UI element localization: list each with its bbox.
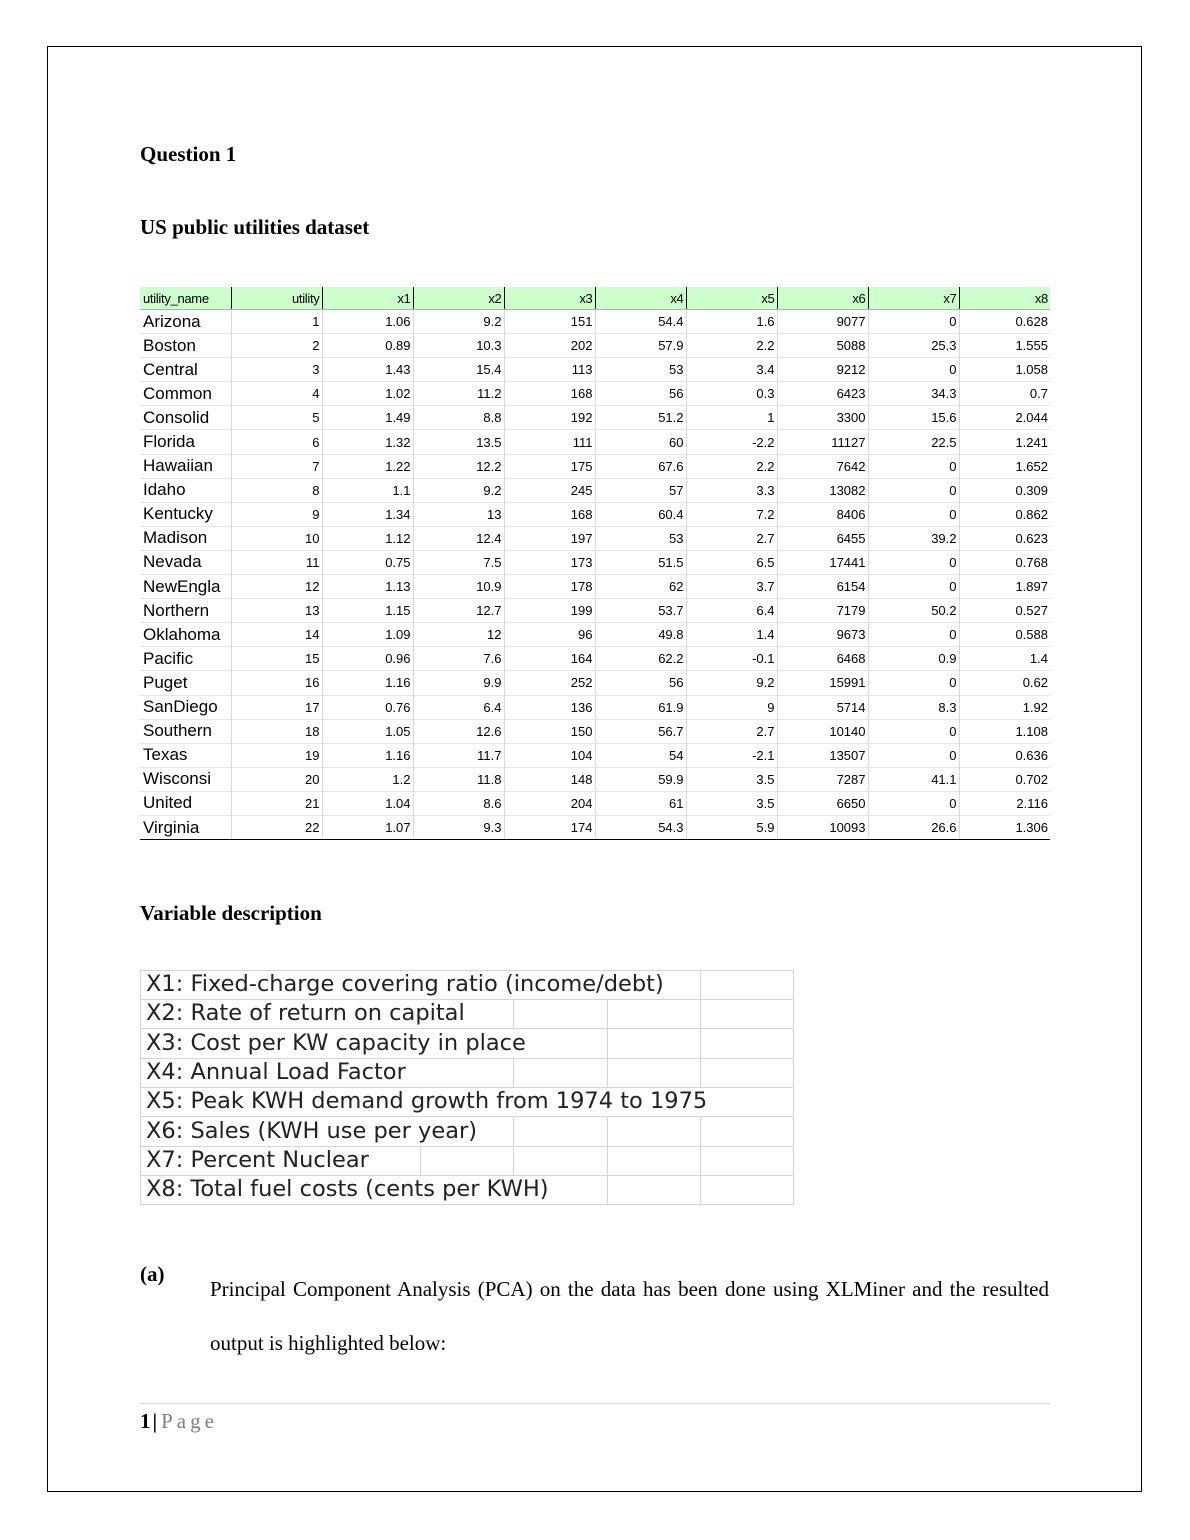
table-cell: 9.2 [413, 478, 504, 502]
table-cell: 197 [504, 526, 595, 550]
table-cell: 5714 [777, 695, 868, 719]
utility-name-cell: Idaho [140, 478, 231, 502]
table-header-row [140, 287, 1050, 310]
table-cell: 22 [231, 815, 322, 839]
table-cell: 1.16 [322, 743, 413, 767]
table-cell: 168 [504, 502, 595, 526]
table-cell: 0 [868, 478, 959, 502]
table-cell: 6.4 [686, 599, 777, 623]
table-cell: 14 [231, 623, 322, 647]
paragraph-label: (a) [140, 1262, 165, 1286]
footer-divider [140, 1403, 1050, 1404]
table-cell: 7.6 [413, 647, 504, 671]
table-cell: 53 [595, 358, 686, 382]
table-cell: 0.3 [686, 382, 777, 406]
table-cell: 9212 [777, 358, 868, 382]
table-cell: -0.1 [686, 647, 777, 671]
table-row [140, 623, 1050, 647]
utility-name-cell: Boston [140, 334, 231, 358]
table-cell: 2.2 [686, 454, 777, 478]
table-cell: 19 [231, 743, 322, 767]
table-cell: 0.862 [959, 502, 1050, 526]
utility-name-cell: Florida [140, 430, 231, 454]
table-cell: 3300 [777, 406, 868, 430]
table-cell: 1.43 [322, 358, 413, 382]
table-cell: 13.5 [413, 430, 504, 454]
table-cell: 9077 [777, 310, 868, 334]
page-footer [140, 1409, 218, 1434]
table-row [140, 526, 1050, 550]
utility-name-cell: Common [140, 382, 231, 406]
table-cell: 1.897 [959, 575, 1050, 599]
table-cell: 57.9 [595, 334, 686, 358]
variables-heading: Variable description [140, 901, 322, 925]
table-cell: 2.7 [686, 719, 777, 743]
table-cell: 10093 [777, 815, 868, 839]
table-cell: 168 [504, 382, 595, 406]
table-cell: 1.058 [959, 358, 1050, 382]
table-cell: 6455 [777, 526, 868, 550]
table-cell: 22.5 [868, 430, 959, 454]
table-cell: 13507 [777, 743, 868, 767]
table-cell: 17 [231, 695, 322, 719]
table-row [140, 767, 1050, 791]
table-cell: 150 [504, 719, 595, 743]
utility-name-cell: Wisconsi [140, 767, 231, 791]
table-row [140, 719, 1050, 743]
table-cell: 5.9 [686, 815, 777, 839]
table-body [140, 310, 1050, 840]
table-cell: 9.2 [413, 310, 504, 334]
table-cell: 20 [231, 767, 322, 791]
table-row [140, 815, 1050, 839]
column-header-x5: x5 [686, 287, 777, 310]
table-cell: 192 [504, 406, 595, 430]
table-cell: 2.2 [686, 334, 777, 358]
table-cell: 61 [595, 791, 686, 815]
table-cell: 67.6 [595, 454, 686, 478]
column-header-x6: x6 [777, 287, 868, 310]
utility-name-cell: Puget [140, 671, 231, 695]
variable-x7: X7: Percent Nuclear [146, 1147, 369, 1173]
table-cell: 7287 [777, 767, 868, 791]
table-row [140, 647, 1050, 671]
table-cell: 245 [504, 478, 595, 502]
table-cell: 16 [231, 671, 322, 695]
table-cell: 0.89 [322, 334, 413, 358]
table-cell: 148 [504, 767, 595, 791]
table-cell: 12 [231, 575, 322, 599]
table-cell: 136 [504, 695, 595, 719]
utility-name-cell: Northern [140, 599, 231, 623]
table-row [140, 478, 1050, 502]
table-cell: 3.7 [686, 575, 777, 599]
table-cell: 1.92 [959, 695, 1050, 719]
table-cell: 15.6 [868, 406, 959, 430]
column-header-x3: x3 [504, 287, 595, 310]
table-cell: 1.34 [322, 502, 413, 526]
table-row [140, 310, 1050, 334]
column-header-x8: x8 [959, 287, 1050, 310]
table-cell: 1.22 [322, 454, 413, 478]
table-cell: 0.768 [959, 550, 1050, 574]
table-cell: 50.2 [868, 599, 959, 623]
table-cell: 0 [868, 575, 959, 599]
table-cell: 61.9 [595, 695, 686, 719]
table-row [140, 430, 1050, 454]
table-cell: 10140 [777, 719, 868, 743]
table-cell: 12.4 [413, 526, 504, 550]
table-cell: 0 [868, 623, 959, 647]
table-cell: 0.636 [959, 743, 1050, 767]
table-cell: 1.04 [322, 791, 413, 815]
column-header-x7: x7 [868, 287, 959, 310]
column-header-utility: utility [231, 287, 322, 310]
table-row [140, 743, 1050, 767]
table-cell: 54.4 [595, 310, 686, 334]
utility-name-cell: Madison [140, 526, 231, 550]
table-cell: 0.527 [959, 599, 1050, 623]
table-cell: 39.2 [868, 526, 959, 550]
table-cell: 2.044 [959, 406, 1050, 430]
table-cell: 0.628 [959, 310, 1050, 334]
table-cell: 6.4 [413, 695, 504, 719]
table-cell: 0 [868, 358, 959, 382]
column-header-x4: x4 [595, 287, 686, 310]
table-cell: 1.32 [322, 430, 413, 454]
table-cell: 6468 [777, 647, 868, 671]
table-cell: 12 [413, 623, 504, 647]
utility-name-cell: Texas [140, 743, 231, 767]
table-cell: 6 [231, 430, 322, 454]
table-cell: 60.4 [595, 502, 686, 526]
table-cell: 7.2 [686, 502, 777, 526]
column-header-x1: x1 [322, 287, 413, 310]
utility-name-cell: SanDiego [140, 695, 231, 719]
table-cell: 10.9 [413, 575, 504, 599]
utility-name-cell: Consolid [140, 406, 231, 430]
table-cell: 0 [868, 671, 959, 695]
table-cell: 26.6 [868, 815, 959, 839]
table-cell: 2 [231, 334, 322, 358]
variable-x6: X6: Sales (KWH use per year) [146, 1117, 478, 1144]
utility-name-cell: NewEngla [140, 575, 231, 599]
table-cell: 1.555 [959, 334, 1050, 358]
table-cell: 0 [868, 791, 959, 815]
table-cell: 178 [504, 575, 595, 599]
table-cell: 34.3 [868, 382, 959, 406]
table-cell: 1 [686, 406, 777, 430]
table-cell: 56 [595, 671, 686, 695]
table-cell: 9673 [777, 623, 868, 647]
utility-name-cell: Oklahoma [140, 623, 231, 647]
utility-name-cell: Hawaiian [140, 454, 231, 478]
table-cell: 57 [595, 478, 686, 502]
table-cell: 56.7 [595, 719, 686, 743]
table-row [140, 334, 1050, 358]
table-cell: 175 [504, 454, 595, 478]
table-cell: 60 [595, 430, 686, 454]
table-cell: 0.309 [959, 478, 1050, 502]
table-cell: 15 [231, 647, 322, 671]
table-cell: 0 [868, 550, 959, 574]
table-cell: 0 [868, 502, 959, 526]
table-cell: 0 [868, 454, 959, 478]
table-cell: 1.4 [959, 647, 1050, 671]
table-cell: 6650 [777, 791, 868, 815]
table-cell: 12.6 [413, 719, 504, 743]
table-row [140, 599, 1050, 623]
table-cell: 53 [595, 526, 686, 550]
variable-x3: X3: Cost per KW capacity in place [146, 1029, 526, 1056]
table-cell: 0.76 [322, 695, 413, 719]
table-row [140, 454, 1050, 478]
page-label: Page [161, 1409, 218, 1433]
table-cell: 8.6 [413, 791, 504, 815]
table-cell: 1.16 [322, 671, 413, 695]
table-cell: 53.7 [595, 599, 686, 623]
table-cell: -2.2 [686, 430, 777, 454]
table-cell: 1.4 [686, 623, 777, 647]
footer-separator: | [152, 1409, 158, 1433]
table-cell: 0.702 [959, 767, 1050, 791]
table-cell: 1.1 [322, 478, 413, 502]
table-cell: 2.116 [959, 791, 1050, 815]
table-cell: 6154 [777, 575, 868, 599]
table-cell: 25.3 [868, 334, 959, 358]
utility-name-cell: Virginia [140, 815, 231, 839]
table-cell: 11.8 [413, 767, 504, 791]
table-cell: 8.3 [868, 695, 959, 719]
table-cell: 0.7 [959, 382, 1050, 406]
column-header-utility-name: utility_name [140, 287, 231, 310]
table-cell: 1.07 [322, 815, 413, 839]
table-cell: 7179 [777, 599, 868, 623]
table-cell: 1.2 [322, 767, 413, 791]
table-cell: 17441 [777, 550, 868, 574]
table-cell: 1.108 [959, 719, 1050, 743]
table-cell: 2.7 [686, 526, 777, 550]
table-cell: 0 [868, 719, 959, 743]
table-cell: 11.7 [413, 743, 504, 767]
table-cell: 0.75 [322, 550, 413, 574]
utility-name-cell: Pacific [140, 647, 231, 671]
table-cell: 104 [504, 743, 595, 767]
table-row [140, 550, 1050, 574]
table-cell: 62.2 [595, 647, 686, 671]
table-cell: 8 [231, 478, 322, 502]
table-cell: 1.49 [322, 406, 413, 430]
utilities-data-table [140, 287, 1050, 840]
table-cell: 173 [504, 550, 595, 574]
table-cell: 7642 [777, 454, 868, 478]
table-cell: 21 [231, 791, 322, 815]
table-cell: 56 [595, 382, 686, 406]
table-row [140, 406, 1050, 430]
table-cell: 0 [868, 310, 959, 334]
table-cell: 199 [504, 599, 595, 623]
table-cell: 10 [231, 526, 322, 550]
table-cell: 1 [231, 310, 322, 334]
table-cell: 1.306 [959, 815, 1050, 839]
table-cell: 3.5 [686, 767, 777, 791]
table-cell: 18 [231, 719, 322, 743]
table-cell: 13082 [777, 478, 868, 502]
table-cell: 151 [504, 310, 595, 334]
table-cell: 54.3 [595, 815, 686, 839]
table-cell: -2.1 [686, 743, 777, 767]
table-cell: 54 [595, 743, 686, 767]
table-cell: 1.09 [322, 623, 413, 647]
table-cell: 9.3 [413, 815, 504, 839]
table-row [140, 671, 1050, 695]
table-cell: 5 [231, 406, 322, 430]
table-cell: 1.13 [322, 575, 413, 599]
table-cell: 113 [504, 358, 595, 382]
column-header-x2: x2 [413, 287, 504, 310]
utility-name-cell: Southern [140, 719, 231, 743]
table-cell: 51.5 [595, 550, 686, 574]
table-row [140, 575, 1050, 599]
table-cell: 0.623 [959, 526, 1050, 550]
dataset-heading: US public utilities dataset [140, 215, 370, 239]
question-heading: Question 1 [140, 142, 237, 166]
variable-x4: X4: Annual Load Factor [146, 1059, 406, 1085]
table-cell: 11127 [777, 430, 868, 454]
table-cell: 9.9 [413, 671, 504, 695]
table-cell: 3.3 [686, 478, 777, 502]
table-cell: 5088 [777, 334, 868, 358]
table-cell: 15991 [777, 671, 868, 695]
table-row [140, 502, 1050, 526]
paragraph-text: Principal Component Analysis (PCA) on the data has been done using XLMiner and the resulted output is highlighted below: [210, 1277, 1049, 1355]
table-cell: 6.5 [686, 550, 777, 574]
table-cell: 59.9 [595, 767, 686, 791]
table-cell: 13 [413, 502, 504, 526]
table-cell: 9 [686, 695, 777, 719]
table-row [140, 358, 1050, 382]
table-cell: 12.7 [413, 599, 504, 623]
utility-name-cell: Arizona [140, 310, 231, 334]
table-row [140, 695, 1050, 719]
table-cell: 1.12 [322, 526, 413, 550]
variable-x5: X5: Peak KWH demand growth from 1974 to 1975 [146, 1088, 708, 1115]
table-cell: 164 [504, 647, 595, 671]
variable-x8: X8: Total fuel costs (cents per KWH) [146, 1176, 549, 1203]
table-cell: 0.96 [322, 647, 413, 671]
table-cell: 62 [595, 575, 686, 599]
table-cell: 51.2 [595, 406, 686, 430]
table-cell: 1.05 [322, 719, 413, 743]
table-cell: 0 [868, 743, 959, 767]
variable-x1: X1: Fixed-charge covering ratio (income/debt) [146, 971, 664, 997]
table-cell: 8.8 [413, 406, 504, 430]
table-cell: 6423 [777, 382, 868, 406]
table-cell: 0.62 [959, 671, 1050, 695]
table-cell: 204 [504, 791, 595, 815]
table-cell: 11.2 [413, 382, 504, 406]
table-cell: 202 [504, 334, 595, 358]
utility-name-cell: Nevada [140, 550, 231, 574]
utility-name-cell: Central [140, 358, 231, 382]
table-cell: 1.241 [959, 430, 1050, 454]
utility-name-cell: United [140, 791, 231, 815]
table-cell: 1.15 [322, 599, 413, 623]
table-cell: 1.652 [959, 454, 1050, 478]
table-cell: 11 [231, 550, 322, 574]
table-cell: 49.8 [595, 623, 686, 647]
table-cell: 3.4 [686, 358, 777, 382]
table-cell: 0.9 [868, 647, 959, 671]
table-cell: 1.06 [322, 310, 413, 334]
table-cell: 15.4 [413, 358, 504, 382]
table-cell: 1.6 [686, 310, 777, 334]
table-cell: 3 [231, 358, 322, 382]
table-cell: 252 [504, 671, 595, 695]
table-cell: 10.3 [413, 334, 504, 358]
table-cell: 1.02 [322, 382, 413, 406]
variable-description-box [140, 970, 794, 1205]
table-cell: 96 [504, 623, 595, 647]
table-cell: 9 [231, 502, 322, 526]
variable-x2: X2: Rate of return on capital [146, 1000, 465, 1027]
table-row [140, 791, 1050, 815]
table-cell: 0.588 [959, 623, 1050, 647]
table-cell: 111 [504, 430, 595, 454]
table-cell: 4 [231, 382, 322, 406]
table-cell: 13 [231, 599, 322, 623]
table-cell: 12.2 [413, 454, 504, 478]
table-cell: 174 [504, 815, 595, 839]
utility-name-cell: Kentucky [140, 502, 231, 526]
table-cell: 3.5 [686, 791, 777, 815]
page-number: 1 [140, 1409, 151, 1433]
table-cell: 9.2 [686, 671, 777, 695]
table-cell: 7.5 [413, 550, 504, 574]
table-cell: 7 [231, 454, 322, 478]
table-cell: 8406 [777, 502, 868, 526]
table-cell: 41.1 [868, 767, 959, 791]
table-row [140, 382, 1050, 406]
